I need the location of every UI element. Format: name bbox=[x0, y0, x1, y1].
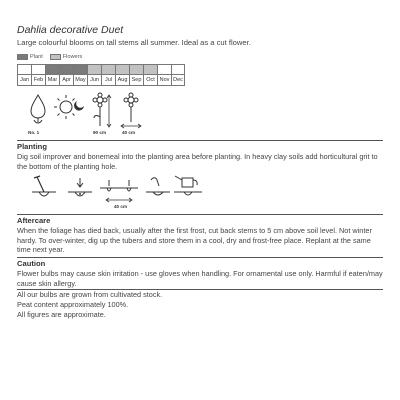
height-caption: 90 cm bbox=[93, 130, 107, 135]
month-label: Jul bbox=[101, 75, 115, 86]
month-bar bbox=[45, 64, 59, 75]
month-mar bbox=[45, 64, 59, 86]
month-bar bbox=[73, 64, 87, 75]
month-label: Apr bbox=[59, 75, 73, 86]
calendar-legend bbox=[17, 53, 383, 61]
month-aug bbox=[115, 64, 129, 86]
planting-text: Dig soil improver and bonemeal into the planting area before planting. In heavy clay soils add horticultural grit to the bottom of the planting hole. bbox=[17, 152, 378, 171]
product-subtitle: Large colourful blooms on tall stems all summer. Ideal as a cut flower. bbox=[17, 38, 251, 47]
watering-can-icon bbox=[173, 174, 203, 204]
legend-flowers bbox=[50, 54, 83, 60]
month-calendar bbox=[17, 64, 383, 86]
flower-spacing-icon bbox=[119, 92, 143, 132]
bulb-size-caption: No. 1 bbox=[28, 130, 40, 135]
month-label: Sep bbox=[129, 75, 143, 86]
month-oct bbox=[143, 64, 157, 86]
planting-section bbox=[17, 140, 383, 212]
growing-info-icons bbox=[17, 92, 383, 138]
aftercare-heading: Aftercare bbox=[17, 216, 51, 226]
cover-soil-icon bbox=[145, 174, 171, 204]
month-label: Mar bbox=[45, 75, 59, 86]
sun-icon bbox=[53, 92, 87, 122]
aftercare-section bbox=[17, 214, 383, 255]
month-may bbox=[73, 64, 87, 86]
month-apr bbox=[59, 64, 73, 86]
caution-text: Flower bulbs may cause skin irritation - use gloves when handling. For ornamental use only. Harmful if eaten/may cause skin allergy. bbox=[17, 268, 383, 288]
month-bar bbox=[59, 64, 73, 75]
month-bar bbox=[171, 64, 185, 75]
month-nov bbox=[157, 64, 171, 86]
caution-section bbox=[17, 257, 383, 288]
legend-flowers-label: Flowers bbox=[62, 54, 83, 60]
month-dec bbox=[171, 64, 185, 86]
spacing-caption: 40 cm bbox=[122, 130, 136, 135]
place-bulbs-icon bbox=[99, 174, 139, 208]
bulb-icon bbox=[27, 92, 49, 130]
caution-heading: Caution bbox=[17, 258, 46, 268]
month-label: May bbox=[73, 75, 87, 86]
month-jan bbox=[17, 64, 31, 86]
month-label: Dec bbox=[171, 75, 185, 86]
month-label: Jan bbox=[17, 75, 31, 86]
month-bar bbox=[143, 64, 157, 75]
legend-plant bbox=[17, 54, 43, 60]
planting-spacing-caption: 40 cm bbox=[114, 204, 128, 210]
month-label: Nov bbox=[157, 75, 171, 86]
footer-notes bbox=[17, 289, 383, 319]
dig-hole-icon bbox=[31, 174, 57, 204]
month-jul bbox=[101, 64, 115, 86]
planting-heading: Planting bbox=[17, 142, 47, 151]
aftercare-text: When the foliage has died back, usually after the first frost, cut back stems to 5 cm above soil level. Not winter hardy. To over-winter, dig up the tubers and store them in a cool, dry and frost-free place. Replant at the same time next year. bbox=[17, 226, 372, 255]
month-label: Oct bbox=[143, 75, 157, 86]
footer-line-2: Peat content approximately 100%. bbox=[17, 299, 129, 309]
month-label: Feb bbox=[31, 75, 45, 86]
flower-height-icon bbox=[91, 92, 113, 132]
month-jun bbox=[87, 64, 101, 86]
month-bar bbox=[17, 64, 31, 75]
product-info-card bbox=[17, 24, 383, 320]
month-bar bbox=[101, 64, 115, 75]
month-bar bbox=[157, 64, 171, 75]
month-label: Jun bbox=[87, 75, 101, 86]
legend-plant-label: Plant bbox=[30, 54, 43, 60]
product-title: Dahlia decorative Duet bbox=[17, 24, 124, 36]
legend-plant-swatch bbox=[17, 54, 28, 60]
month-bar bbox=[115, 64, 129, 75]
month-bar bbox=[129, 64, 143, 75]
month-bar bbox=[31, 64, 45, 75]
month-feb bbox=[31, 64, 45, 86]
planting-steps-icons bbox=[17, 174, 383, 212]
footer-line-3: All figures are approximate. bbox=[17, 309, 106, 319]
month-bar bbox=[87, 64, 101, 75]
legend-flowers-swatch bbox=[50, 54, 61, 60]
footer-line-1: All our bulbs are grown from cultivated stock. bbox=[17, 290, 163, 300]
month-label: Aug bbox=[115, 75, 129, 86]
month-sep bbox=[129, 64, 143, 86]
add-bonemeal-icon bbox=[67, 174, 93, 204]
